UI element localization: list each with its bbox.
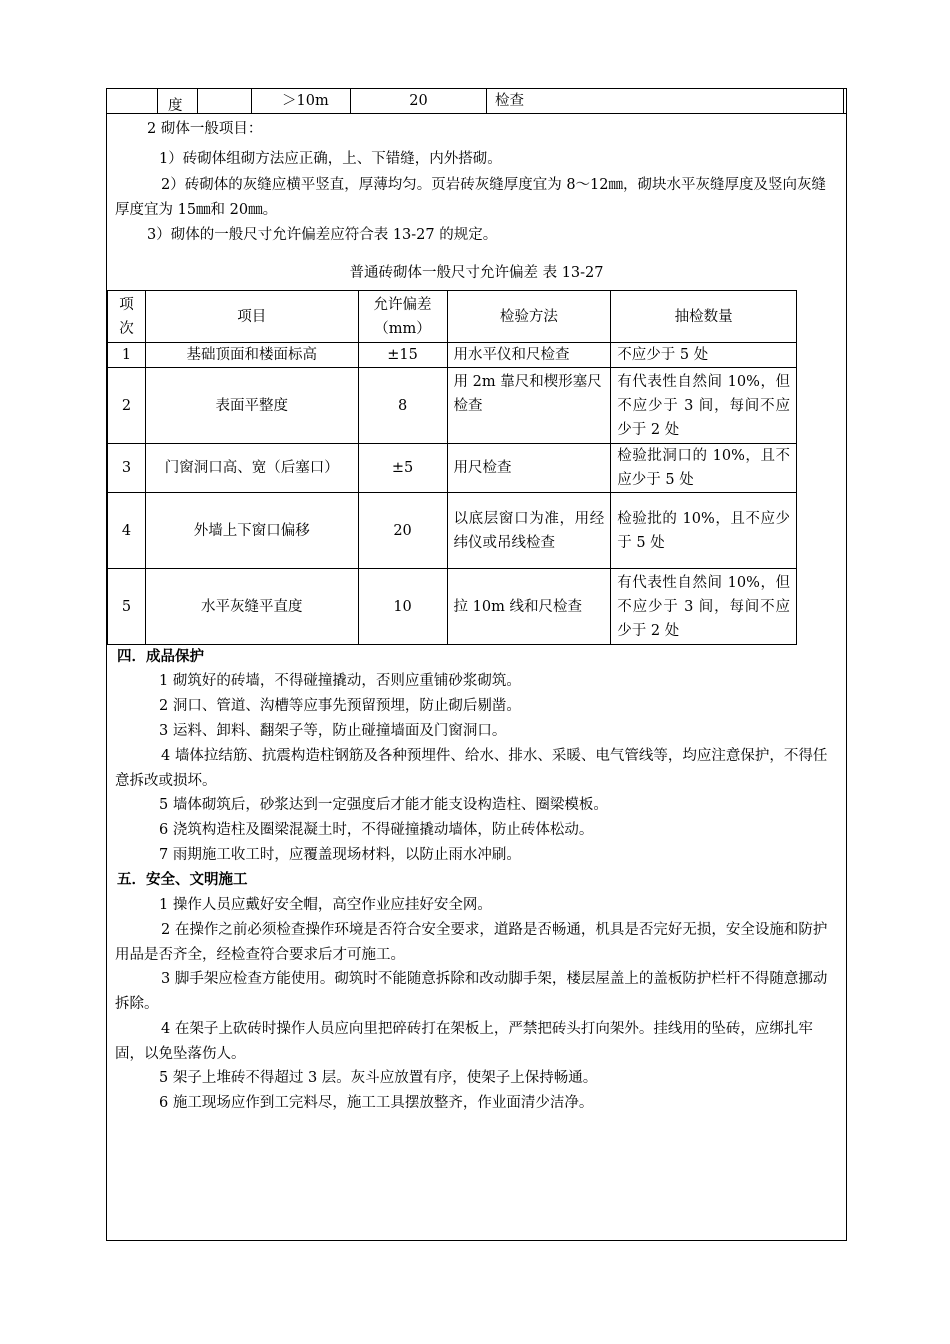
row-tolerance: ±15 — [358, 343, 447, 368]
table-row — [108, 444, 797, 493]
section4-heading: 四．成品保护 — [117, 648, 204, 665]
table-header-row — [108, 291, 797, 343]
cell-empty-2 — [198, 89, 252, 113]
row-method: 用水平仪和尺检查 — [447, 343, 611, 368]
row-no: 1 — [108, 343, 146, 368]
row-quantity: 有代表性自然间 10%，但不应少于 3 间，每间不应少于 2 处 — [611, 368, 797, 444]
section5-item: 3 脚手架应检查方能使用。砌筑时不能随意拆除和改动脚手架，楼层屋盖上的盖板防护栏杆不得随意挪动拆除。 — [115, 971, 828, 1012]
previous-table-row — [107, 89, 846, 114]
section2-title: 2 砌体一般项目： — [147, 121, 263, 137]
row-method: 拉 10m 线和尺检查 — [447, 569, 611, 645]
section4-item: 5 墙体砌筑后，砂浆达到一定强度后才能才能支设构造柱、圈梁模板。 — [159, 797, 608, 813]
section5-item: 1 操作人员应戴好安全帽，高空作业应挂好安全网。 — [159, 897, 492, 913]
section4-item: 4 墙体拉结筋、抗震构造柱钢筋及各种预埋件、给水、排水、采暖、电气管线等，均应注意保护，不得任意拆改或损坏。 — [115, 748, 828, 789]
section4-item: 7 雨期施工收工时，应覆盖现场材料，以防止雨水冲刷。 — [159, 847, 521, 863]
section4-item: 2 洞口、管道、沟槽等应事先预留预埋，防止砌后剔凿。 — [159, 698, 521, 714]
section2-item1: 1）砖砌体组砌方法应正确，上、下错缝，内外搭砌。 — [159, 151, 502, 167]
document-frame — [106, 88, 847, 1241]
cell-degree — [158, 89, 198, 113]
section5-item: 4 在架子上砍砖时操作人员应向里把碎砖打在架板上，严禁把砖头打向架外。挂线用的坠砖，应绑扎牢固，以免坠落伤人。 — [115, 1021, 813, 1062]
row-tolerance: 8 — [358, 368, 447, 444]
table-row — [108, 368, 797, 444]
section4-item: 1 砌筑好的砖墙，不得碰撞撬动，否则应重铺砂浆砌筑。 — [159, 673, 521, 689]
cell-empty-1 — [107, 89, 158, 113]
row-no: 4 — [108, 493, 146, 569]
section2-item2: 2）砖砌体的灰缝应横平竖直，厚薄均匀。页岩砖灰缝厚度宜为 8～12㎜，砌块水平灰缝厚度及竖向灰缝厚度宜为 15㎜和 20㎜。 — [115, 177, 827, 218]
row-method: 用 2m 靠尺和楔形塞尺检查 — [447, 368, 611, 444]
cell-method: 检查 — [487, 89, 844, 113]
header-item: 项目 — [145, 291, 358, 343]
header-tolerance: 允许偏差（mm） — [358, 291, 447, 343]
tolerance-table — [107, 290, 797, 645]
section4-item: 6 浇筑构造柱及圈梁混凝土时，不得碰撞撬动墙体，防止砖体松动。 — [159, 822, 594, 838]
row-quantity: 检验批洞口的 10%，且不应少于 5 处 — [611, 444, 797, 493]
section5-item: 6 施工现场应作到工完料尽，施工工具摆放整齐，作业面清少洁净。 — [159, 1095, 594, 1111]
row-tolerance: 10 — [358, 569, 447, 645]
row-no: 2 — [108, 368, 146, 444]
cell-height-range: ＞10m — [252, 89, 351, 113]
header-quantity: 抽检数量 — [611, 291, 797, 343]
table-row — [108, 493, 797, 569]
section5-heading: 五．安全、文明施工 — [117, 871, 248, 888]
section4-item: 3 运料、卸料、翻架子等，防止碰撞墙面及门窗洞口。 — [159, 723, 507, 739]
row-method: 用尺检查 — [447, 444, 611, 493]
cell-degree-text: 度 — [168, 98, 183, 114]
row-item: 门窗洞口高、宽（后塞口） — [145, 444, 358, 493]
row-no: 5 — [108, 569, 146, 645]
row-item: 水平灰缝平直度 — [145, 569, 358, 645]
row-quantity: 有代表性自然间 10%，但不应少于 3 间，每间不应少于 2 处 — [611, 569, 797, 645]
row-quantity: 检验批的 10%，且不应少于 5 处 — [611, 493, 797, 569]
row-no: 3 — [108, 444, 146, 493]
row-item: 表面平整度 — [145, 368, 358, 444]
header-no: 项次 — [108, 291, 146, 343]
table-row — [108, 569, 797, 645]
row-item: 外墙上下窗口偏移 — [145, 493, 358, 569]
row-item: 基础顶面和楼面标高 — [145, 343, 358, 368]
cell-tolerance: 20 — [351, 89, 487, 113]
section5-item: 2 在操作之前必须检查操作环境是否符合安全要求，道路是否畅通，机具是否完好无损，安全设施和防护用品是否齐全，经检查符合要求后才可施工。 — [115, 922, 828, 963]
table-row — [108, 343, 797, 368]
row-method: 以底层窗口为准，用经纬仪或吊线检查 — [447, 493, 611, 569]
row-tolerance: 20 — [358, 493, 447, 569]
table-caption: 普通砖砌体一般尺寸允许偏差 表 13-27 — [349, 265, 604, 281]
row-quantity: 不应少于 5 处 — [611, 343, 797, 368]
header-method: 检验方法 — [447, 291, 611, 343]
section5-item: 5 架子上堆砖不得超过 3 层。灰斗应放置有序，使架子上保持畅通。 — [159, 1070, 598, 1086]
row-tolerance: ±5 — [358, 444, 447, 493]
section2-item3: 3）砌体的一般尺寸允许偏差应符合表 13-27 的规定。 — [147, 227, 498, 243]
